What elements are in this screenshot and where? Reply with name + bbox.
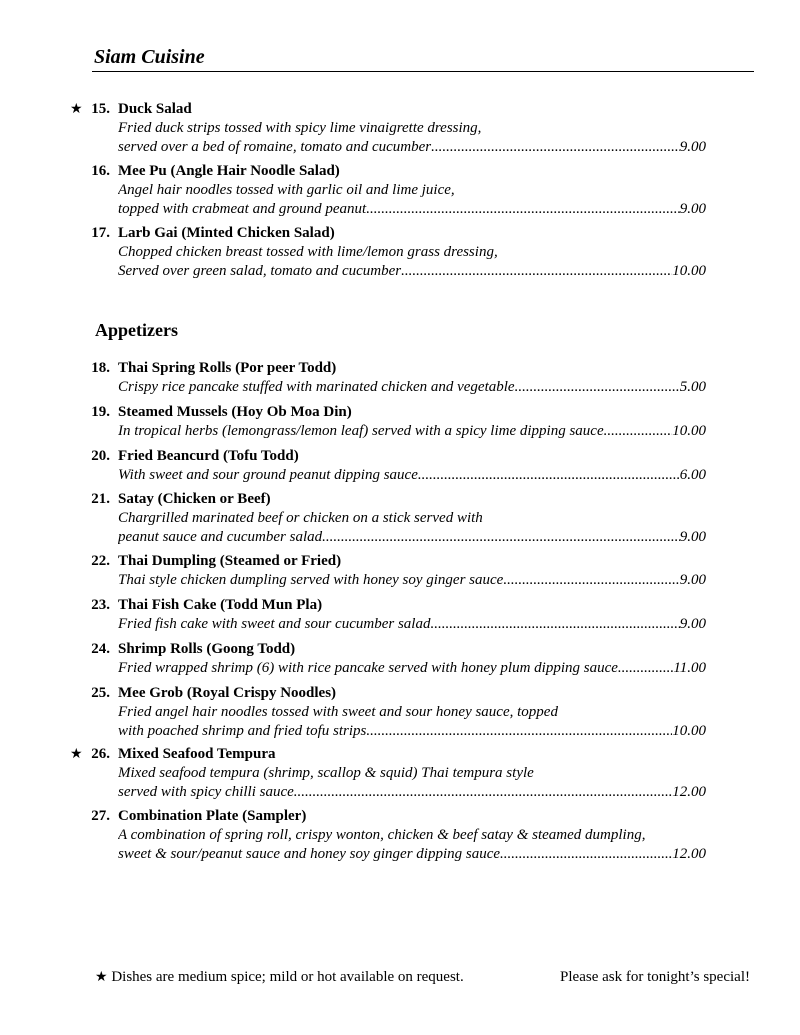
item-number: 26. bbox=[91, 746, 110, 762]
description-line: peanut sauce and cucumber salad bbox=[118, 528, 323, 545]
description-line: Thai style chicken dumpling served with honey soy ginger sauce bbox=[118, 572, 504, 588]
item-description bbox=[118, 181, 706, 218]
special-note: Please ask for tonight’s special! bbox=[560, 969, 750, 985]
item-description bbox=[118, 826, 706, 863]
item-price: 9.00 bbox=[679, 138, 706, 155]
description-line: served with spicy chilli sauce bbox=[118, 783, 294, 800]
item-description bbox=[118, 509, 706, 546]
description-line: Served over green salad, tomato and cucumber bbox=[118, 262, 402, 279]
dot-leader bbox=[366, 200, 680, 219]
item-name: Thai Spring Rolls (Por peer Todd) bbox=[118, 360, 337, 376]
description-line: Mixed seafood tempura (shrimp, scallop & squid) Thai tempura style bbox=[118, 765, 534, 781]
item-number: 19. bbox=[91, 404, 110, 420]
description-line: Chargrilled marinated beef or chicken on a stick served with bbox=[118, 510, 483, 526]
item-price: 9.00 bbox=[679, 616, 706, 632]
item-number: 27. bbox=[91, 808, 110, 824]
item-price: 9.00 bbox=[679, 528, 706, 545]
item-price: 10.00 bbox=[672, 423, 706, 439]
dot-leader bbox=[604, 422, 673, 441]
item-name: Larb Gai (Minted Chicken Salad) bbox=[118, 225, 335, 241]
dot-leader bbox=[503, 571, 679, 590]
item-price: 9.00 bbox=[679, 200, 706, 217]
item-name: Satay (Chicken or Beef) bbox=[118, 491, 271, 507]
item-name: Fried Beancurd (Tofu Todd) bbox=[118, 448, 299, 464]
item-description bbox=[118, 615, 706, 634]
description-line: Chopped chicken breast tossed with lime/lemon grass dressing, bbox=[118, 244, 498, 260]
item-number: 17. bbox=[91, 225, 110, 241]
item-price: 11.00 bbox=[673, 660, 706, 676]
dot-leader bbox=[515, 378, 680, 397]
item-description bbox=[118, 659, 706, 678]
spicy-star-icon: ★ bbox=[70, 746, 83, 762]
item-name: Shrimp Rolls (Goong Todd) bbox=[118, 641, 296, 657]
item-number: 21. bbox=[91, 491, 110, 507]
item-number: 24. bbox=[91, 641, 110, 657]
description-line: topped with crabmeat and ground peanut bbox=[118, 200, 367, 217]
item-description bbox=[118, 764, 706, 801]
dot-leader bbox=[431, 138, 680, 157]
item-number: 25. bbox=[91, 685, 110, 701]
item-price: 5.00 bbox=[679, 379, 706, 395]
description-line: sweet & sour/peanut sauce and honey soy ginger dipping sauce bbox=[118, 845, 501, 862]
page-title: Siam Cuisine bbox=[94, 46, 205, 68]
description-line: With sweet and sour ground peanut dipping sauce bbox=[118, 467, 418, 483]
item-description bbox=[118, 243, 706, 280]
item-name: Steamed Mussels (Hoy Ob Moa Din) bbox=[118, 404, 352, 420]
item-description bbox=[118, 422, 706, 441]
item-name: Mee Grob (Royal Crispy Noodles) bbox=[118, 685, 337, 701]
item-name: Mee Pu (Angle Hair Noodle Salad) bbox=[118, 163, 340, 179]
dot-leader bbox=[366, 722, 672, 741]
description-line: with poached shrimp and fried tofu strips bbox=[118, 722, 367, 739]
description-line: Fried wrapped shrimp (6) with rice pancake served with honey plum dipping sauce bbox=[118, 660, 618, 676]
item-description bbox=[118, 466, 706, 485]
item-price: 10.00 bbox=[672, 262, 706, 279]
dot-leader bbox=[430, 615, 679, 634]
item-number: 18. bbox=[91, 360, 110, 376]
item-number: 16. bbox=[91, 163, 110, 179]
item-name: Duck Salad bbox=[118, 101, 192, 117]
dot-leader bbox=[618, 659, 673, 678]
item-number: 15. bbox=[91, 101, 110, 117]
spicy-star-icon: ★ bbox=[95, 969, 108, 985]
item-name: Combination Plate (Sampler) bbox=[118, 808, 307, 824]
description-line: Angel hair noodles tossed with garlic oil and lime juice, bbox=[118, 182, 455, 198]
description-line: Crispy rice pancake stuffed with marinated chicken and vegetable bbox=[118, 379, 515, 395]
section-heading-appetizers: Appetizers bbox=[95, 320, 178, 340]
description-line: served over a bed of romaine, tomato and cucumber bbox=[118, 138, 432, 155]
description-line: Fried duck strips tossed with spicy lime vinaigrette dressing, bbox=[118, 120, 482, 136]
description-line: Fried angel hair noodles tossed with sweet and sour honey sauce, topped bbox=[118, 704, 558, 720]
item-description bbox=[118, 378, 706, 397]
item-description bbox=[118, 119, 706, 156]
item-number: 20. bbox=[91, 448, 110, 464]
dot-leader bbox=[418, 466, 680, 485]
header-divider bbox=[92, 71, 754, 72]
item-name: Thai Dumpling (Steamed or Fried) bbox=[118, 553, 342, 569]
dot-leader bbox=[500, 845, 672, 864]
item-price: 9.00 bbox=[679, 572, 706, 588]
item-price: 10.00 bbox=[672, 722, 706, 739]
dot-leader bbox=[294, 783, 672, 802]
spice-footnote-text: Dishes are medium spice; mild or hot available on request. bbox=[111, 969, 464, 985]
item-description bbox=[118, 571, 706, 590]
item-description bbox=[118, 703, 706, 740]
description-line: Fried fish cake with sweet and sour cucumber salad bbox=[118, 616, 431, 632]
item-number: 22. bbox=[91, 553, 110, 569]
description-line: In tropical herbs (lemongrass/lemon leaf) served with a spicy lime dipping sauce bbox=[118, 423, 604, 439]
spice-footnote bbox=[95, 969, 464, 986]
item-name: Mixed Seafood Tempura bbox=[118, 746, 276, 762]
description-line: A combination of spring roll, crispy wonton, chicken & beef satay & steamed dumpling, bbox=[118, 827, 646, 843]
item-price: 6.00 bbox=[679, 467, 706, 483]
item-price: 12.00 bbox=[672, 783, 706, 800]
item-number: 23. bbox=[91, 597, 110, 613]
spicy-star-icon: ★ bbox=[70, 101, 83, 117]
item-name: Thai Fish Cake (Todd Mun Pla) bbox=[118, 597, 323, 613]
item-price: 12.00 bbox=[672, 845, 706, 862]
dot-leader bbox=[322, 528, 680, 547]
dot-leader bbox=[401, 262, 672, 281]
